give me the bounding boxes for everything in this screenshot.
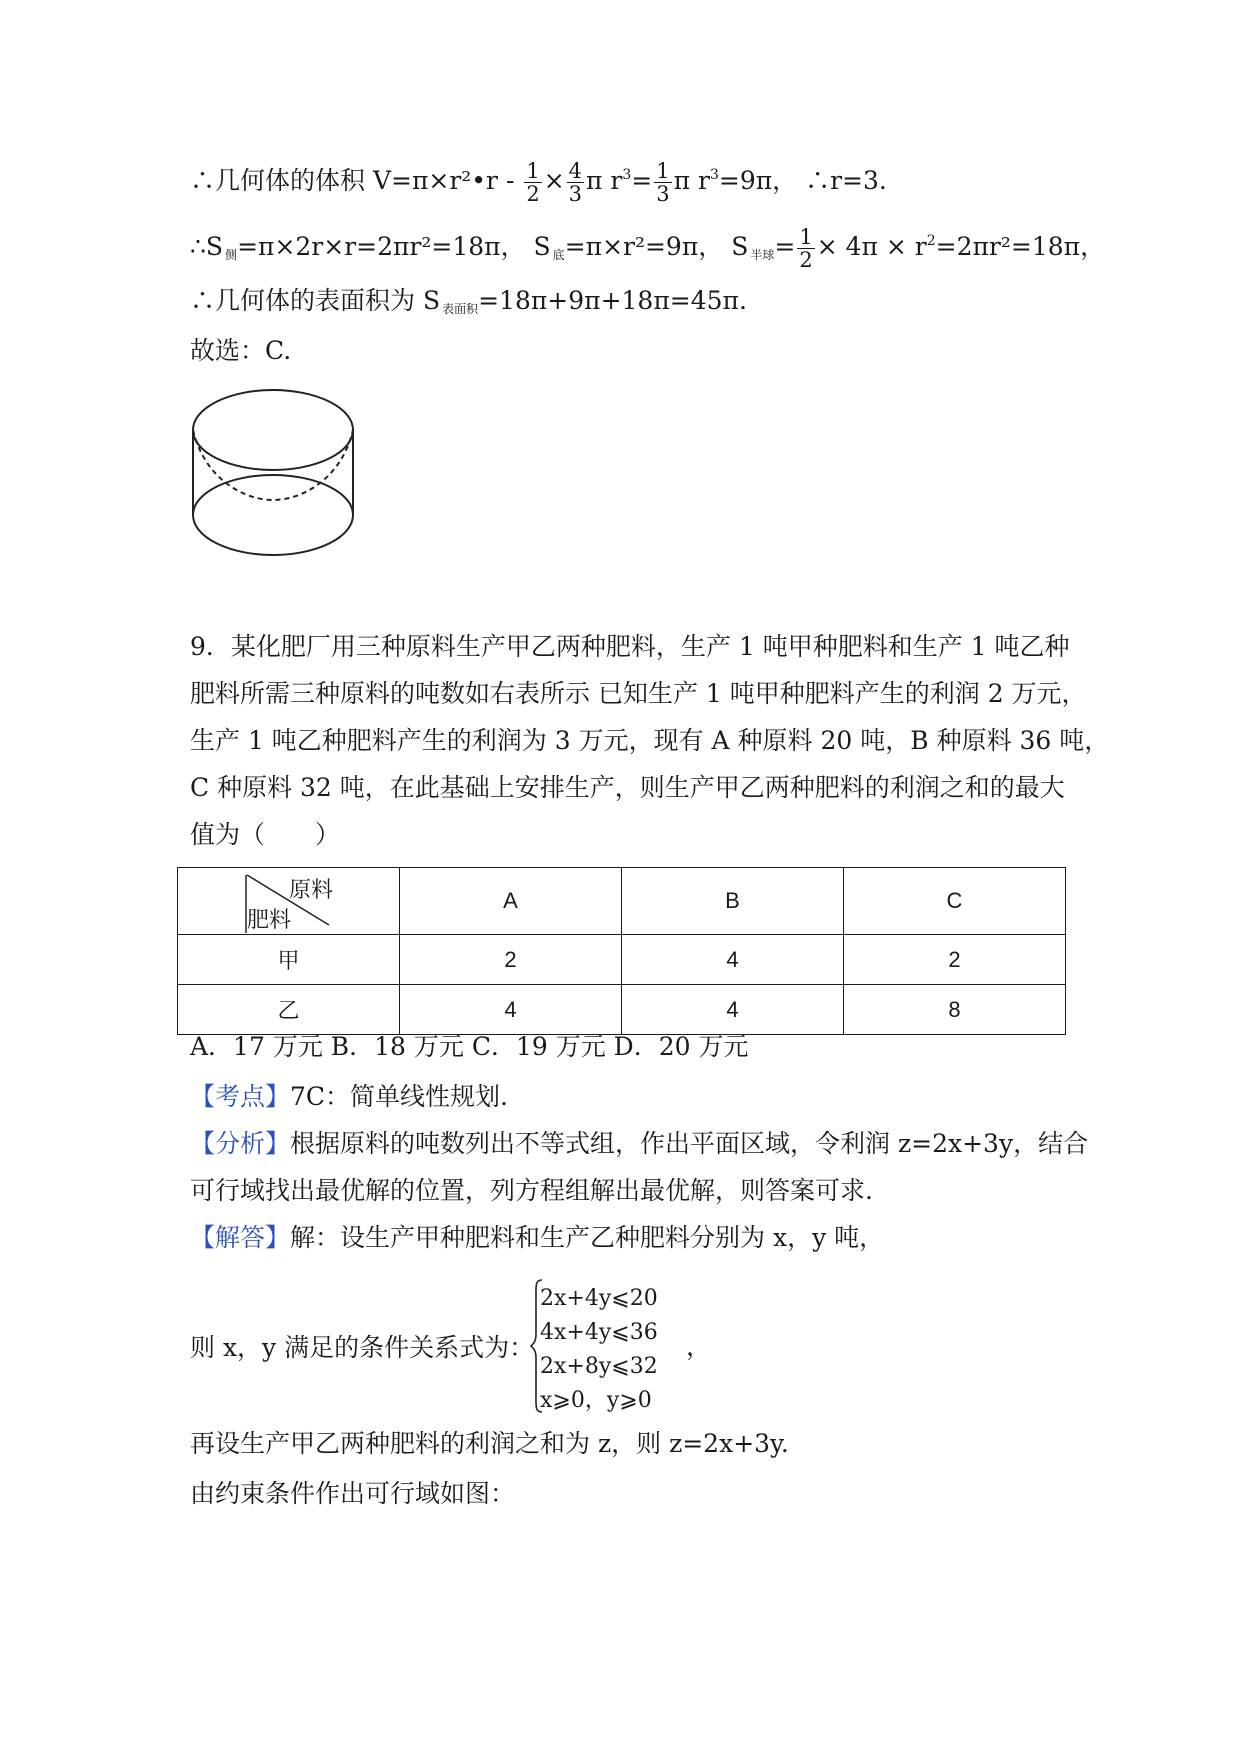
subscript-base: 底 <box>552 248 565 262</box>
table-row <box>178 935 1066 985</box>
surface-result: =18π+9π+18π=45π. <box>478 286 747 315</box>
feasible-region-line: 由约束条件作出可行域如图： <box>190 1479 516 1508</box>
table-corner-cell <box>178 868 400 935</box>
table-cell: 2 <box>400 935 622 985</box>
fraction-third <box>654 160 671 205</box>
cylinder-hemisphere-figure <box>185 385 360 560</box>
condition-label: 则 x，y 满足的条件关系式为： <box>190 1333 535 1362</box>
table-row <box>178 985 1066 1035</box>
inequality-system <box>540 1282 658 1418</box>
surface-text: ∴几何体的表面积为 S <box>190 286 441 315</box>
frac-den: 2 <box>799 248 813 272</box>
fenxi-line <box>190 1127 1088 1161</box>
fenxi-text: 根据原料的吨数列出不等式组，作出平面区域，令利润 z=2x+3y，结合 <box>290 1129 1089 1158</box>
problem-line: C 种原料 32 吨，在此基础上安排生产，则生产甲乙两种肥料的利润之和的最大 <box>190 773 1065 802</box>
inequality: x⩾0，y⩾0 <box>540 1388 652 1413</box>
table-header-cell: C <box>844 868 1066 935</box>
jieda-tag: 【解答】 <box>190 1223 291 1252</box>
system-comma: ， <box>686 1332 712 1361</box>
kaodian-line <box>190 1080 508 1114</box>
table-cell: 4 <box>400 985 622 1035</box>
table-header-row <box>178 868 1066 935</box>
problem-line: 值为（ ） <box>190 820 341 849</box>
hemisphere-dashed-arc <box>193 430 353 500</box>
subscript-side: 侧 <box>225 248 238 262</box>
table-cell: 2 <box>844 935 1066 985</box>
pi-r: π r <box>586 166 623 195</box>
volume-line <box>190 158 887 205</box>
area-result: =2πr²=18π， <box>935 232 1106 261</box>
top-ellipse <box>193 390 353 470</box>
area-text: ∴S <box>190 232 224 261</box>
exponent: 2 <box>926 233 936 249</box>
table-header-cell: A <box>400 868 622 935</box>
table-cell: 4 <box>622 985 844 1035</box>
area-text: =π×2r×r=2πr²=18π， S <box>237 232 551 261</box>
fenxi-text: 可行域找出最优解的位置，列方程组解出最优解，则答案可求. <box>190 1176 873 1205</box>
equals: = <box>631 166 653 195</box>
table-header-cell: B <box>622 868 844 935</box>
surface-line <box>190 284 747 326</box>
table-cell: 8 <box>844 985 1066 1035</box>
jieda-line <box>190 1221 884 1255</box>
subscript-hemisphere: 半球 <box>750 248 775 262</box>
table-row-label: 甲 <box>178 935 400 985</box>
frac-den: 2 <box>526 182 540 206</box>
fraction-half <box>797 226 814 271</box>
corner-label-fertilizer: 肥料 <box>247 908 292 933</box>
exponent: 3 <box>622 167 632 183</box>
frac-den: 3 <box>568 182 583 206</box>
kaodian-text: 7C：简单线性规划. <box>290 1082 508 1111</box>
area-text: =π×r²=9π， S <box>564 232 749 261</box>
frac-num: 1 <box>656 159 670 183</box>
volume-result: =9π， ∴r=3. <box>718 166 887 195</box>
problem-line: 生产 1 吨乙种肥料产生的利润为 3 万元，现有 A 种原料 20 吨，B 种原料 36 吨， <box>190 726 1110 755</box>
fraction-four-thirds <box>567 160 584 205</box>
corner-label-materials: 原料 <box>289 878 334 903</box>
table-cell: 4 <box>622 935 844 985</box>
inequality: 2x+8y⩽32 <box>540 1354 658 1379</box>
fenxi-tag: 【分析】 <box>190 1129 291 1158</box>
materials-table <box>177 867 1066 1035</box>
jieda-text: 解：设生产甲种肥料和生产乙种肥料分别为 x，y 吨， <box>290 1223 885 1252</box>
problem-line: 9．某化肥厂用三种原料生产甲乙两种肥料，生产 1 吨甲种肥料和生产 1 吨乙种 <box>190 632 1070 661</box>
pi-r: π r <box>673 166 710 195</box>
table-row-label: 乙 <box>178 985 400 1035</box>
area-text: × 4π × r <box>816 232 927 261</box>
frac-num: 1 <box>799 225 813 249</box>
inequality: 4x+4y⩽36 <box>540 1320 658 1345</box>
exponent: 3 <box>709 167 719 183</box>
volume-text: ∴几何体的体积 V=π×r²•r - <box>190 166 515 195</box>
equals: = <box>774 232 796 261</box>
inequality: 2x+4y⩽20 <box>540 1286 658 1311</box>
frac-num: 4 <box>568 159 583 183</box>
profit-line: 再设生产甲乙两种肥料的利润之和为 z，则 z=2x+3y. <box>190 1429 789 1458</box>
subscript-surface: 表面积 <box>442 302 479 316</box>
kaodian-tag: 【考点】 <box>190 1082 291 1111</box>
problem-line: 肥料所需三种原料的吨数如右表所示 已知生产 1 吨甲种肥料产生的利润 2 万元， <box>190 679 1087 708</box>
area-line <box>190 224 1105 272</box>
frac-den: 3 <box>656 182 670 206</box>
fraction-half <box>524 160 541 205</box>
frac-num: 1 <box>526 159 540 183</box>
bottom-ellipse <box>193 475 353 555</box>
answer-line: 故选：C. <box>190 336 292 365</box>
answer-options: A．17 万元 B．18 万元 C．19 万元 D．20 万元 <box>190 1032 749 1061</box>
times-sign: × <box>543 166 565 195</box>
